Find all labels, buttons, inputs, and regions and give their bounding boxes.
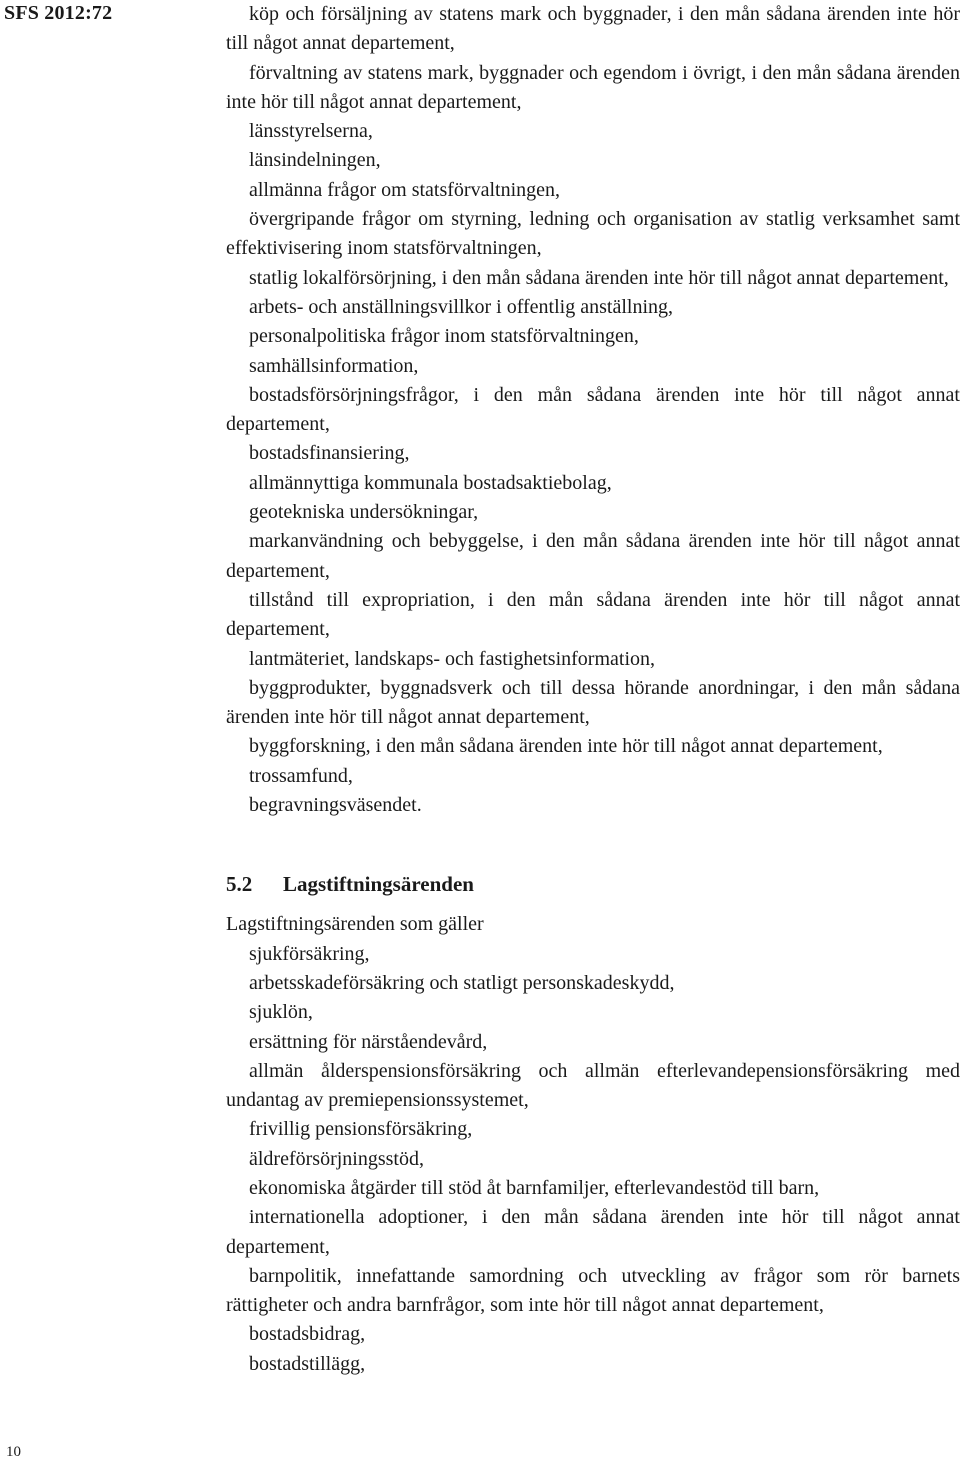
list-item: allmänna frågor om statsförvaltningen,	[249, 178, 561, 201]
list-item: bostadsfinansiering,	[249, 442, 410, 465]
list-item: bostadsförsörjningsfrågor, i den mån sådana ärenden inte hör till något annat departement,	[226, 383, 960, 436]
list-item: trossamfund,	[249, 764, 353, 787]
list-item: personalpolitiska frågor inom statsförvaltningen,	[249, 325, 639, 348]
section-title: Lagstiftningsärenden	[283, 872, 474, 897]
page-content	[226, 0, 960, 1379]
list-item: allmän ålderspensionsförsäkring och allmän efterlevandepensionsförsäkring med undantag av premiepensionssystemet,	[226, 1059, 960, 1112]
list-item: förvaltning av statens mark, byggnader och egendom i övrigt, i den mån sådana ärenden inte hör till något annat departement,	[226, 61, 960, 113]
list-item: frivillig pensionsförsäkring,	[249, 1118, 473, 1141]
list-item: sjuklön,	[249, 1001, 313, 1024]
section-intro: Lagstiftningsärenden som gäller	[226, 913, 484, 936]
list-item: övergripande frågor om styrning, ledning och organisation av statlig verksamhet samt effektivisering inom statsförvaltningen,	[226, 208, 960, 260]
list-item: internationella adoptioner, i den mån sådana ärenden inte hör till något annat departement,	[226, 1206, 960, 1258]
list-item: geotekniska undersökningar,	[249, 501, 479, 524]
legislation-list	[226, 910, 960, 1379]
sfs-number-label: SFS 2012:72	[4, 2, 113, 24]
legislation-items	[226, 940, 960, 1379]
list-item: allmännyttiga kommunala bostadsaktiebolag,	[249, 471, 612, 494]
list-item: statlig lokalförsörjning, i den mån sådana ärenden inte hör till något annat departement,	[249, 266, 949, 289]
list-item: arbetsskadeförsäkring och statligt personskadeskydd,	[249, 971, 675, 994]
page-number: 10	[6, 1444, 21, 1460]
list-item: byggforskning, i den mån sådana ärenden inte hör till något annat departement,	[249, 735, 883, 758]
list-item: byggprodukter, byggnadsverk och till dessa hörande anordningar, i den mån sådana ärenden inte hör till något annat departement,	[226, 676, 960, 729]
responsibility-list	[226, 0, 960, 820]
list-item: köp och försäljning av statens mark och byggnader, i den mån sådana ärenden inte hör till något annat departement,	[226, 3, 960, 55]
list-item: begravningsväsendet.	[249, 794, 422, 817]
list-item: bostadsbidrag,	[249, 1323, 366, 1346]
list-item: barnpolitik, innefattande samordning och utveckling av frågor som rör barnets rättigheter och andra barnfrågor, som inte hör till något annat departement,	[226, 1264, 960, 1317]
list-item: bostadstillägg,	[249, 1352, 366, 1375]
list-item: tillstånd till expropriation, i den mån sådana ärenden inte hör till något annat departement,	[226, 588, 960, 641]
list-item: sjukförsäkring,	[249, 942, 370, 965]
list-item: samhällsinformation,	[249, 354, 419, 377]
list-item: äldreförsörjningsstöd,	[249, 1147, 424, 1170]
list-item: ersättning för närståendevård,	[249, 1030, 488, 1053]
section-heading	[226, 867, 960, 901]
list-item: länsindelningen,	[249, 149, 381, 172]
list-item: lantmäteriet, landskaps- och fastighetsinformation,	[249, 647, 655, 670]
list-item: ekonomiska åtgärder till stöd åt barnfamiljer, efterlevandestöd till barn,	[249, 1176, 820, 1199]
list-item: arbets- och anställningsvillkor i offentlig anställning,	[249, 295, 673, 318]
section-number: 5.2	[226, 872, 253, 897]
list-item: markanvändning och bebyggelse, i den mån sådana ärenden inte hör till något annat departement,	[226, 530, 960, 582]
list-item: länsstyrelserna,	[249, 120, 373, 143]
